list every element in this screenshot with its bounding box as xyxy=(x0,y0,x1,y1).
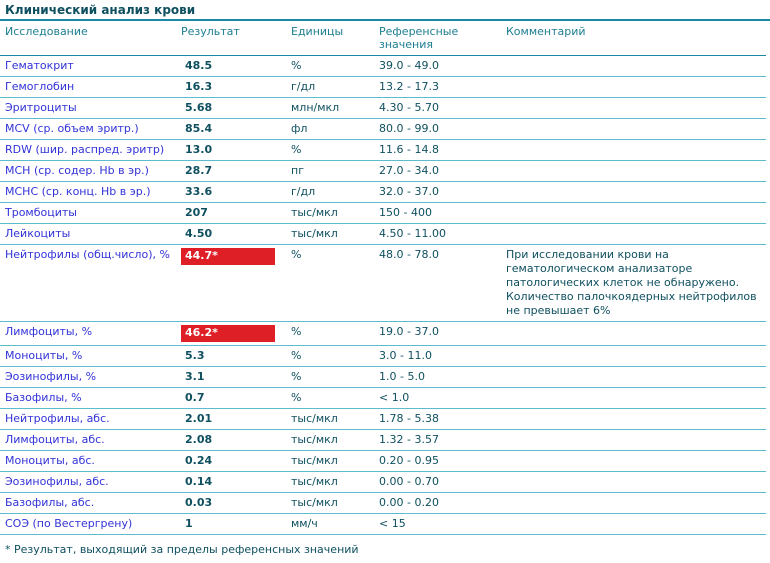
comment-cell xyxy=(506,140,766,161)
result-cell xyxy=(181,245,291,322)
column-header-comment: Комментарий xyxy=(506,21,766,56)
reference-range-cell: 3.0 - 11.0 xyxy=(379,346,506,367)
comment-cell xyxy=(506,56,766,77)
reference-range-cell: 1.32 - 3.57 xyxy=(379,430,506,451)
comment-cell xyxy=(506,119,766,140)
reference-range-cell: 48.0 - 78.0 xyxy=(379,245,506,322)
units-cell: г/дл xyxy=(291,182,379,203)
units-cell: тыс/мкл xyxy=(291,451,379,472)
units-cell: тыс/мкл xyxy=(291,493,379,514)
reference-range-cell: 39.0 - 49.0 xyxy=(379,56,506,77)
units-cell: млн/мкл xyxy=(291,98,379,119)
comment-cell xyxy=(506,514,766,535)
test-name-cell: MCV (ср. объем эритр.) xyxy=(0,119,181,140)
units-cell: % xyxy=(291,245,379,322)
table-row xyxy=(0,409,766,430)
result-cell: 3.1 xyxy=(181,367,291,388)
result-cell: 16.3 xyxy=(181,77,291,98)
reference-range-cell: 11.6 - 14.8 xyxy=(379,140,506,161)
reference-range-cell: 13.2 - 17.3 xyxy=(379,77,506,98)
comment-cell xyxy=(506,493,766,514)
comment-cell xyxy=(506,161,766,182)
table-row xyxy=(0,182,766,203)
result-cell: 4.50 xyxy=(181,224,291,245)
test-name-cell: Нейтрофилы (общ.число), % xyxy=(0,245,181,322)
test-name-cell: Гематокрит xyxy=(0,56,181,77)
test-name-cell: Лейкоциты xyxy=(0,224,181,245)
table-row xyxy=(0,472,766,493)
comment-cell xyxy=(506,388,766,409)
result-cell: 33.6 xyxy=(181,182,291,203)
table-row xyxy=(0,140,766,161)
comment-cell xyxy=(506,430,766,451)
result-cell: 13.0 xyxy=(181,140,291,161)
reference-range-cell: 0.00 - 0.70 xyxy=(379,472,506,493)
table-row xyxy=(0,430,766,451)
units-cell: % xyxy=(291,367,379,388)
test-name-cell: Лимфоциты, % xyxy=(0,322,181,346)
reference-range-cell: 80.0 - 99.0 xyxy=(379,119,506,140)
out-of-range-result-badge: 46.2* xyxy=(181,325,275,342)
column-header-reference: Референсные значения xyxy=(379,21,506,56)
result-cell: 28.7 xyxy=(181,161,291,182)
comment-cell xyxy=(506,346,766,367)
units-cell: тыс/мкл xyxy=(291,472,379,493)
reference-range-cell: 0.20 - 0.95 xyxy=(379,451,506,472)
units-cell: фл xyxy=(291,119,379,140)
comment-cell xyxy=(506,322,766,346)
result-cell: 2.01 xyxy=(181,409,291,430)
result-cell: 5.68 xyxy=(181,98,291,119)
column-header-result: Результат xyxy=(181,21,291,56)
reference-range-cell: 1.0 - 5.0 xyxy=(379,367,506,388)
units-cell: % xyxy=(291,346,379,367)
test-name-cell: Моноциты, % xyxy=(0,346,181,367)
table-row xyxy=(0,119,766,140)
reference-range-cell: 32.0 - 37.0 xyxy=(379,182,506,203)
result-cell: 0.03 xyxy=(181,493,291,514)
test-name-cell: Эозинофилы, % xyxy=(0,367,181,388)
test-name-cell: Нейтрофилы, абс. xyxy=(0,409,181,430)
test-name-cell: Базофилы, абс. xyxy=(0,493,181,514)
results-table xyxy=(0,21,766,535)
result-cell: 1 xyxy=(181,514,291,535)
comment-cell xyxy=(506,203,766,224)
test-name-cell: Лимфоциты, абс. xyxy=(0,430,181,451)
result-cell xyxy=(181,322,291,346)
units-cell: мм/ч xyxy=(291,514,379,535)
table-row xyxy=(0,98,766,119)
report-title: Клинический анализ крови xyxy=(0,0,770,21)
test-name-cell: RDW (шир. распред. эритр) xyxy=(0,140,181,161)
result-cell: 0.7 xyxy=(181,388,291,409)
test-name-cell: Гемоглобин xyxy=(0,77,181,98)
result-cell: 0.14 xyxy=(181,472,291,493)
table-row xyxy=(0,322,766,346)
table-row xyxy=(0,493,766,514)
units-cell: % xyxy=(291,388,379,409)
out-of-range-footnote: * Результат, выходящий за пределы референсных значений xyxy=(5,543,359,556)
table-header-row xyxy=(0,21,766,56)
column-header-test: Исследование xyxy=(0,21,181,56)
test-name-cell: MCHC (ср. конц. Hb в эр.) xyxy=(0,182,181,203)
table-row xyxy=(0,203,766,224)
table-row xyxy=(0,56,766,77)
reference-range-cell: 4.50 - 11.00 xyxy=(379,224,506,245)
reference-range-cell: 27.0 - 34.0 xyxy=(379,161,506,182)
test-name-cell: Эритроциты xyxy=(0,98,181,119)
units-cell: тыс/мкл xyxy=(291,430,379,451)
table-row xyxy=(0,346,766,367)
comment-cell xyxy=(506,77,766,98)
reference-range-cell: 0.00 - 0.20 xyxy=(379,493,506,514)
test-name-cell: СОЭ (по Вестергрену) xyxy=(0,514,181,535)
test-name-cell: MCH (ср. содер. Hb в эр.) xyxy=(0,161,181,182)
reference-range-cell: 1.78 - 5.38 xyxy=(379,409,506,430)
result-cell: 5.3 xyxy=(181,346,291,367)
comment-cell: При исследовании крови на гематологическом анализаторе патологических клеток не обнаружено. Количество палочкоядерных нейтрофилов не превышает 6% xyxy=(506,245,766,322)
reference-range-cell: 150 - 400 xyxy=(379,203,506,224)
units-cell: пг xyxy=(291,161,379,182)
table-row xyxy=(0,245,766,322)
result-cell: 0.24 xyxy=(181,451,291,472)
table-row xyxy=(0,77,766,98)
table-row xyxy=(0,388,766,409)
units-cell: тыс/мкл xyxy=(291,224,379,245)
test-name-cell: Моноциты, абс. xyxy=(0,451,181,472)
units-cell: тыс/мкл xyxy=(291,409,379,430)
table-row xyxy=(0,224,766,245)
comment-cell xyxy=(506,98,766,119)
units-cell: г/дл xyxy=(291,77,379,98)
test-name-cell: Тромбоциты xyxy=(0,203,181,224)
reference-range-cell: 4.30 - 5.70 xyxy=(379,98,506,119)
units-cell: % xyxy=(291,140,379,161)
table-row xyxy=(0,451,766,472)
result-cell: 85.4 xyxy=(181,119,291,140)
result-cell: 2.08 xyxy=(181,430,291,451)
units-cell: % xyxy=(291,322,379,346)
table-row xyxy=(0,161,766,182)
column-header-units: Единицы xyxy=(291,21,379,56)
comment-cell xyxy=(506,224,766,245)
table-row xyxy=(0,367,766,388)
units-cell: тыс/мкл xyxy=(291,203,379,224)
comment-cell xyxy=(506,472,766,493)
reference-range-cell: 19.0 - 37.0 xyxy=(379,322,506,346)
table-row xyxy=(0,514,766,535)
reference-range-cell: < 1.0 xyxy=(379,388,506,409)
out-of-range-result-badge: 44.7* xyxy=(181,248,275,265)
reference-range-cell: < 15 xyxy=(379,514,506,535)
comment-cell xyxy=(506,182,766,203)
comment-cell xyxy=(506,367,766,388)
units-cell: % xyxy=(291,56,379,77)
comment-cell xyxy=(506,451,766,472)
test-name-cell: Эозинофилы, абс. xyxy=(0,472,181,493)
test-name-cell: Базофилы, % xyxy=(0,388,181,409)
comment-cell xyxy=(506,409,766,430)
result-cell: 207 xyxy=(181,203,291,224)
result-cell: 48.5 xyxy=(181,56,291,77)
